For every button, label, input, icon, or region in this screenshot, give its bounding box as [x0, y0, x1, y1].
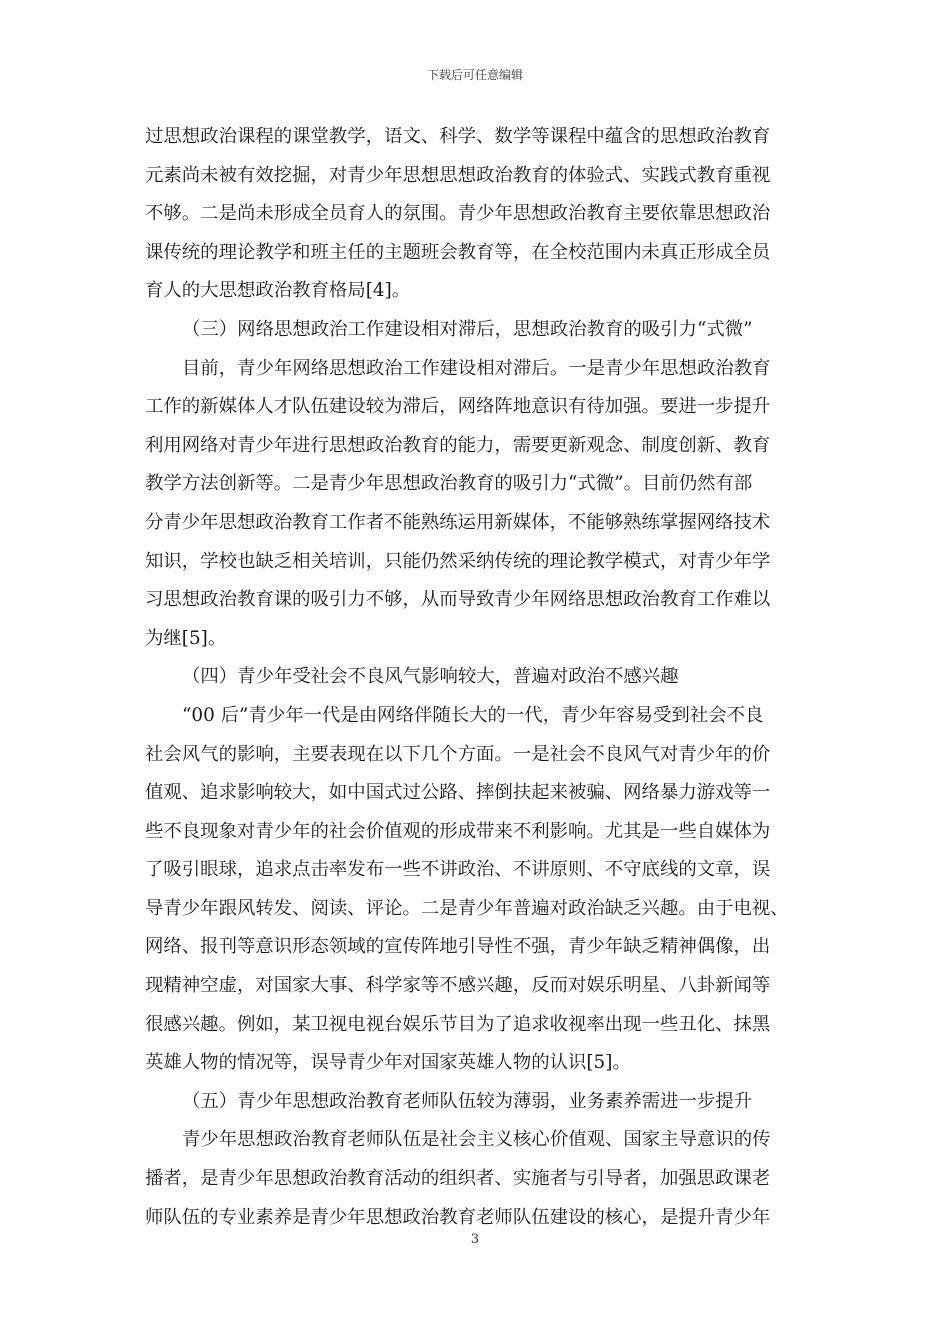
body-line: 很感兴趣。例如，某卫视电视台娱乐节目为了追求收视率出现一些丑化、抹黑	[145, 1013, 771, 1035]
body-line: 分青少年思想政治教育工作者不能熟练运用新媒体，不能够熟练掌握网络技术	[145, 511, 771, 533]
body-line: 不够。二是尚未形成全员育人的氛围。青少年思想政治教育主要依靠思想政治	[145, 203, 771, 225]
body-line: “00 后”青少年一代是由网络伴随长大的一代，青少年容易受到社会不良	[182, 704, 764, 726]
body-line: 值观、追求影响较大，如中国式过公路、摔倒扶起来被骗、网络暴力游戏等一	[145, 782, 771, 804]
body-line: 现精神空虚，对国家大事、科学家等不感兴趣，反而对娱乐明星、八卦新闻等	[145, 975, 771, 997]
section-heading-4: （四）青少年受社会不良风气影响较大，普遍对政治不感兴趣	[182, 666, 679, 688]
document-body	[145, 118, 810, 1237]
body-line: 育人的大思想政治教育格局[4]。	[145, 280, 411, 302]
body-line: 过思想政治课程的课堂教学，语文、科学、数学等课程中蕴含的思想政治教育	[145, 126, 771, 147]
page-header: 下载后可任意编辑	[426, 68, 523, 82]
body-line: 社会风气的影响，主要表现在以下几个方面。一是社会不良风气对青少年的价	[145, 743, 771, 765]
body-line: 教学方法创新等。二是青少年思想政治教育的吸引力“式微”。目前仍然有部	[145, 473, 753, 495]
section-heading-5: （五）青少年思想政治教育老师队伍较为薄弱，业务素养需进一步提升	[182, 1090, 753, 1112]
body-line: 目前，青少年网络思想政治工作建设相对滞后。一是青少年思想政治教育	[182, 357, 771, 379]
body-line: 课传统的理论教学和班主任的主题班会教育等，在全校范围内未真正形成全员	[145, 241, 771, 263]
body-line: 些不良现象对青少年的社会价值观的形成带来不利影响。尤其是一些自媒体为	[145, 820, 771, 842]
section-heading-3: （三）网络思想政治工作建设相对滞后，思想政治教育的吸引力“式微”	[182, 318, 753, 340]
body-line: 英雄人物的情况等，误导青少年对国家英雄人物的认识[5]。	[145, 1052, 631, 1074]
body-line: 知识，学校也缺乏相关培训，只能仍然采纳传统的理论教学模式，对青少年学	[145, 550, 771, 572]
body-line: 利用网络对青少年进行思想政治教育的能力，需要更新观念、制度创新、教育	[145, 434, 771, 456]
body-line: 元素尚未被有效挖掘，对青少年思想思想政治教育的体验式、实践式教育重视	[145, 164, 771, 186]
body-line: 青少年思想政治教育老师队伍是社会主义核心价值观、国家主导意识的传	[182, 1129, 771, 1151]
body-line: 工作的新媒体人才队伍建设较为滞后，网络阵地意识有待加强。要进一步提升	[145, 396, 771, 418]
body-line: 导青少年跟风转发、阅读、评论。二是青少年普遍对政治缺乏兴趣。由于电视、	[145, 897, 789, 919]
page-number: 3	[470, 1232, 480, 1247]
body-line: 习思想政治教育课的吸引力不够，从而导致青少年网络思想政治教育工作难以	[145, 589, 771, 611]
body-line: 了吸引眼球，追求点击率发布一些不讲政治、不讲原则、不守底线的文章，误	[145, 859, 771, 881]
body-line: 师队伍的专业素养是青少年思想政治教育老师队伍建设的核心，是提升青少年	[145, 1206, 771, 1228]
body-line: 播者，是青少年思想政治教育活动的组织者、实施者与引导者，加强思政课老	[145, 1168, 771, 1190]
body-line: 网络、报刊等意识形态领域的宣传阵地引导性不强，青少年缺乏精神偶像，出	[145, 936, 771, 958]
body-line: 为继[5]。	[145, 627, 227, 649]
